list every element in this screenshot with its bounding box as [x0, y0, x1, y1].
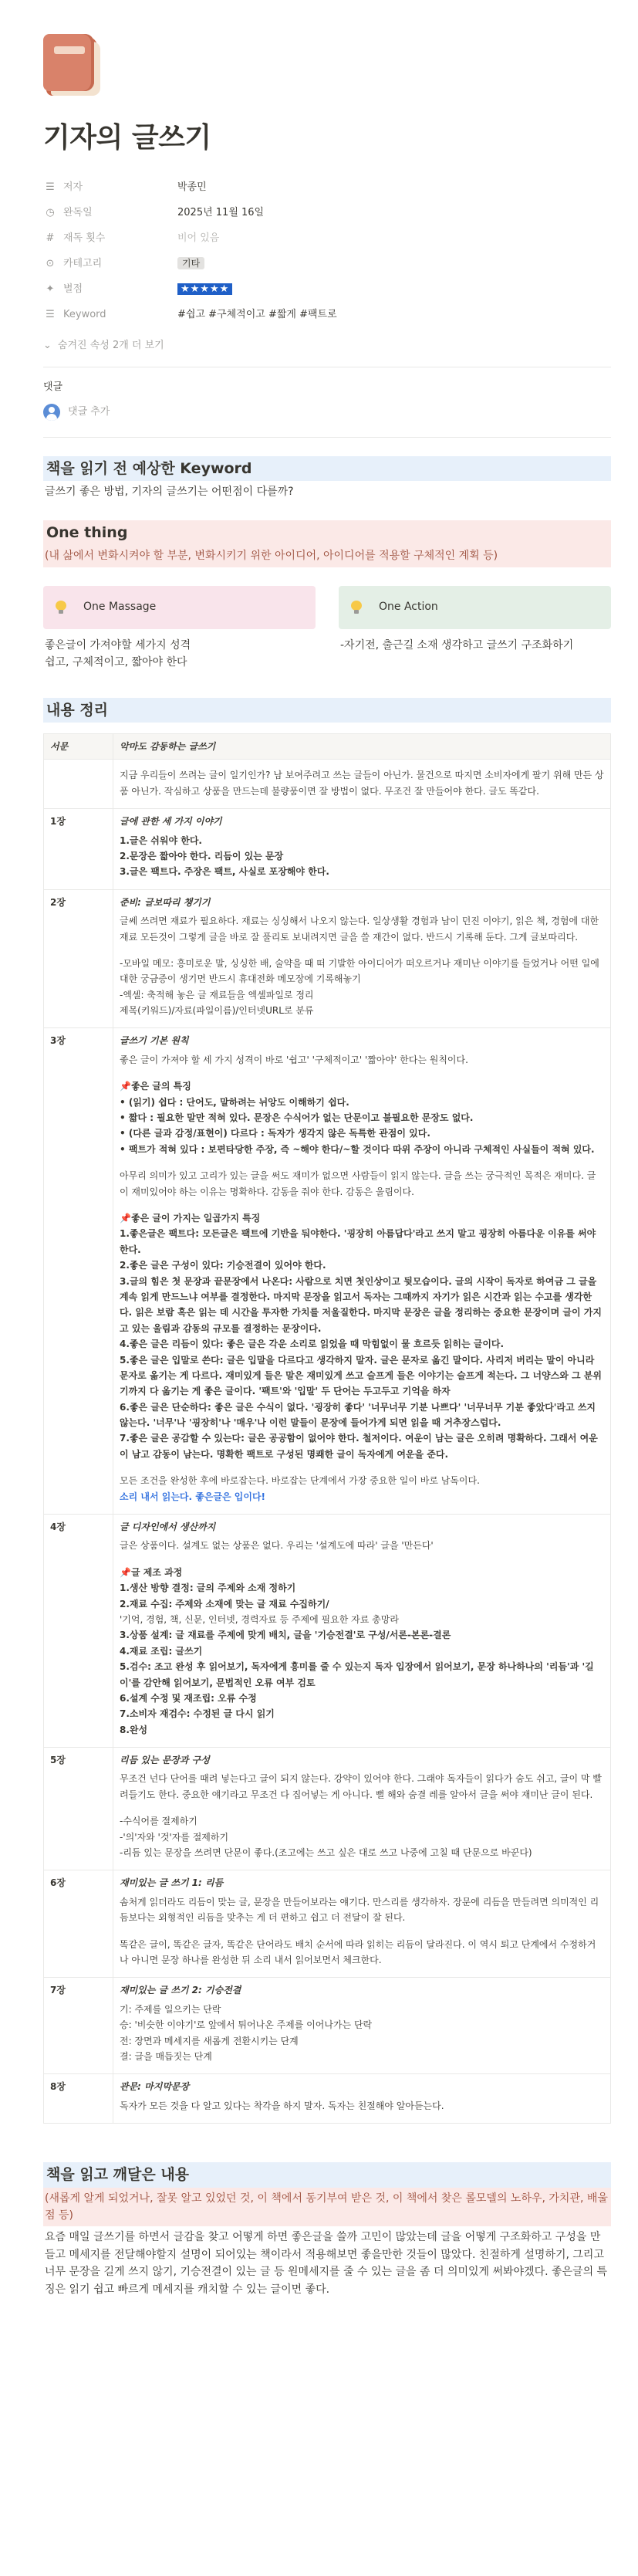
- chapter-title: 글에 관한 세 가지 이야기: [120, 816, 222, 828]
- property-text: 박종민: [177, 181, 207, 194]
- summary-heading[interactable]: 내용 정리: [43, 698, 611, 723]
- chapter-content[interactable]: [113, 1870, 611, 1978]
- property-name: [43, 282, 177, 297]
- table-row: [44, 2074, 611, 2124]
- chapter-content[interactable]: [113, 1028, 611, 1515]
- body-line: -리듬 있는 문장을 쓰려면 단문이 좋다.(조고에는 쓰고 싶은 대로 쓰고 나중에 고칠 때 단문으로 바꾼다): [120, 1847, 532, 1859]
- one-massage-line: 좋은글이 가져야할 세가지 성격: [45, 638, 191, 652]
- avatar: [43, 404, 60, 421]
- one-massage-title: One Massage: [83, 600, 157, 613]
- chapter-content[interactable]: [113, 809, 611, 890]
- body-line: 8.완성: [120, 1724, 148, 1735]
- body-line: 글은 상품이다. 설계도 없는 상품은 없다. 우리는 '설계도에 따라' 글을 '만든다': [120, 1540, 434, 1552]
- chapter-title: 글쓰기 기본 원칙: [120, 1035, 189, 1047]
- table-row: [44, 1870, 611, 1978]
- divider: [43, 437, 611, 438]
- rating-stars: ★★★★★: [177, 283, 232, 295]
- body-line: 3.상품 설계: 글 재료를 주제에 맞게 배치, 글을 '기승전결'로 구성/서론-본론-결론: [120, 1630, 451, 1641]
- table-row: [44, 1515, 611, 1748]
- add-comment-input[interactable]: [43, 401, 611, 423]
- hidden-properties-label: 숨겨진 속성 2개 더 보기: [57, 339, 164, 351]
- body-line: 좋은 글이 가져야 할 세 가지 성격이 바로 '쉽고' '구체적이고' '짧아야' 한다는 원칙이다.: [120, 1054, 468, 1065]
- body-line: -수식어를 절제하기: [120, 1816, 197, 1827]
- spacer: [120, 945, 604, 956]
- one-action-body[interactable]: [339, 637, 611, 654]
- chapter-content[interactable]: [113, 1978, 611, 2074]
- body-line: 6.설계 수정 및 재조립: 오류 수정: [120, 1692, 257, 1704]
- body-line: 5.좋은 글은 입말로 쓴다: 글은 입말을 다르다고 생각하지 말자. 글은 문자로 옮긴 말이다. 사리저 버리는 말이 아니라 문자로 옮기는 게 다르다. 재미있게 들은 말은 재미있게 쓰고 슬프게 들은 이야기는 슬프게 적는다. 그 너양스와 그 분위기까지 다 옮기는 게 좋은 글이다. '팩트'와 '입말' 두 단어는 두고두고 기억을 하자: [120, 1354, 602, 1397]
- spacer: [120, 1462, 604, 1473]
- chapter-label[interactable]: [44, 760, 113, 809]
- table-row: [44, 1978, 611, 2074]
- one-massage-callout[interactable]: [43, 586, 316, 629]
- body-line: 📌글 제조 과정: [120, 1566, 183, 1578]
- property-row[interactable]: [43, 277, 611, 303]
- spacer: [120, 1157, 604, 1168]
- chapter-content[interactable]: [113, 760, 611, 809]
- table-row: [44, 1748, 611, 1870]
- property-name: [43, 256, 177, 272]
- body-line: 2.문장은 짧아야 한다. 리듬이 있는 문장: [120, 850, 284, 861]
- body-line: 1.생산 방향 결정: 글의 주제와 소재 정하기: [120, 1582, 296, 1594]
- chapter-content[interactable]: [113, 1515, 611, 1748]
- chapter-label[interactable]: 6장: [44, 1870, 113, 1978]
- spacer: [120, 1200, 604, 1210]
- chapter-body: [120, 910, 604, 1023]
- one-action-title: One Action: [379, 600, 438, 613]
- body-line: -'의'자와 '것'자를 절제하기: [120, 1831, 229, 1843]
- keyword-text[interactable]: 글쓰기 좋은 방법, 기자의 글쓰기는 어떤점이 다를까?: [45, 486, 294, 499]
- body-line: 모든 조건을 완성한 후에 바로잡는다. 바로잡는 단계에서 가장 중요한 일이 바로 남독이다.: [120, 1475, 480, 1487]
- chapter-title: 재미있는 글 쓰기 1: 리듬: [120, 1877, 224, 1889]
- learned-subtitle[interactable]: (새롭게 알게 되었거나, 잘못 알고 있었던 것, 이 책에서 동기부여 받은 것, 이 책에서 찾은 롤모델의 노하우, 가치관, 배울 점 등): [43, 2188, 611, 2227]
- body-line: 4.좋은 글은 리듬이 있다: 좋은 글은 각운 소리로 읽었을 때 막힘없이 물 흐르듯 읽히는 글이다.: [120, 1339, 505, 1350]
- one-thing-heading[interactable]: One thing: [43, 520, 611, 546]
- chapter-body: [120, 1049, 604, 1509]
- chapter-content[interactable]: [113, 2074, 611, 2124]
- property-value[interactable]: [177, 180, 207, 195]
- property-value[interactable]: [177, 307, 337, 323]
- body-line: 승: '비슷한 이야기'로 앞에서 튀어나온 주제를 이어나가는 단락: [120, 2019, 373, 2031]
- body-line: 지금 우리들이 쓰려는 글이 일기인가? 남 보여주려고 쓰는 글들이 아닌가. 물건으로 따지면 소비자에게 팔기 위해 만든 상품 아닌가. 작심하고 상품을 만드는데 불량품이면 잘 방법이 없다. 무조건 잘 만들어야 한다. 글도 똑같다.: [120, 770, 604, 797]
- learned-text[interactable]: 요즘 매일 글쓰기를 하면서 글감을 찾고 어떻게 하면 좋은글을 쓸까 고민이 많았는데 글을 어떻게 구조화하고 구성을 만들고 메세지를 전달해야할지 설명이 되어있는 책이라서 적용해보면 좋을만한 것들이 많았다. 친절하게 설명하기, 그리고 너무 문장을 길게 쓰지 않기, 기승전결이 있는 글 등 원메세지를 줄 수 있는 글을 좀 더 의미있게 써봐야겠다. 좋은글의 특징은 읽기 쉽고 빠르게 메세지를 캐치할 수 있는 글이면 좋다.: [45, 2231, 608, 2296]
- body-line: • 팩트가 적혀 있다 : 보편타당한 주장, 즉 ~해야 한다/~할 것이다 따위 주장이 아니라 구체적인 사실들이 적혀 있다.: [120, 1143, 595, 1155]
- book-cover-front: [43, 34, 94, 91]
- chapter-body: [120, 1891, 604, 1973]
- book-label: [54, 46, 85, 54]
- chapter-title: 재미있는 글 쓰기 2: 기승전결: [120, 1985, 241, 1996]
- body-line: 제목(키워드)/자료(파일이름)/인터넷URL로 분류: [120, 1005, 314, 1017]
- show-hidden-properties-button[interactable]: [43, 334, 611, 357]
- body-line: 7.좋은 글은 공감할 수 있는다: 글은 공공함이 없어야 한다. 철저이다. 여운이 남는 글은 오히려 명확하다. 그래서 여운이 남고 감동이 남는다. 명확한 팩트로 구성된 명쾌한 글이 독자에게 여운을 준다.: [120, 1433, 598, 1460]
- property-row[interactable]: [43, 201, 611, 226]
- body-line: 3.글의 힘은 첫 문장과 끝문장에서 나온다: 사람으로 치면 첫인상이고 뒷모습이다. 글의 시작이 독자로 하여금 그 글을 계속 읽게 만드느냐 여부를 결정한다. 마지막 문장을 읽고서 독자는 그때까지 자기가 읽은 시간과 읽는 수고를 생각한다. 읽은 보람 혹은 읽는 데 시간을 투자한 가치를 저울질한다. 마지막 문장은 글을 정리하는 중요한 문장이며 글이 가지고 있는 울림과 감동의 규모를 결정하는 문장이다.: [120, 1275, 602, 1334]
- property-name: [43, 205, 177, 221]
- body-line: 1.좋은글은 팩트다: 모든글은 팩트에 기반을 둬야한다. '굉장히 아름답다'라고 쓰지 말고 굉장히 아름다운 이유를 써야 한다.: [120, 1228, 599, 1255]
- property-row[interactable]: [43, 252, 611, 277]
- one-massage-column: [43, 586, 316, 672]
- body-line: 3.글은 팩트다. 주장은 팩트, 사실로 포장해야 한다.: [120, 866, 329, 878]
- property-value[interactable]: [177, 205, 264, 221]
- keyword-heading[interactable]: 책을 읽기 전 예상한 Keyword: [43, 456, 611, 482]
- calendar-icon: ◷: [46, 207, 55, 219]
- chapter-content[interactable]: [113, 889, 611, 1028]
- summary-table: [43, 733, 611, 2124]
- spacer: [120, 1926, 604, 1937]
- chapter-label[interactable]: 1장: [44, 809, 113, 890]
- category-tag: 기타: [177, 257, 204, 269]
- body-line: 5.검수: 조고 완성 후 읽어보기, 독자에게 흥미를 줄 수 있는지 독자 입장에서 읽어보기, 문장 하나하나의 '리듬'과 '길이'를 감안해 읽어보기, 문법적인 오류 여부 검토: [120, 1661, 594, 1688]
- chapter-label[interactable]: 3장: [44, 1028, 113, 1515]
- spacer: [120, 1068, 604, 1078]
- one-action-callout[interactable]: [339, 586, 611, 629]
- add-comment-placeholder: 댓글 추가: [68, 405, 110, 418]
- body-line: • 짧다 : 필요한 말만 적혀 있다. 문장은 수식어가 없는 단문이고 불필요한 문장도 없다.: [120, 1112, 474, 1124]
- page-title[interactable]: 기자의 글쓰기: [43, 122, 211, 154]
- property-row[interactable]: [43, 303, 611, 328]
- chapter-label[interactable]: 2장: [44, 889, 113, 1028]
- one-massage-body[interactable]: [43, 637, 316, 672]
- learned-heading[interactable]: 책을 읽고 깨달은 내용: [43, 2162, 611, 2188]
- person-icon: ☰: [46, 181, 55, 194]
- table-header-row: [44, 734, 611, 760]
- chapter-title: 관문: 마지막문장: [120, 2081, 190, 2093]
- body-line: 글쎄 쓰려면 재료가 필요하다. 재료는 싱싱해서 나오지 않는다. 일상생활 경험과 남이 던진 이야기, 읽은 책, 경험에 대한 재료 모든것이 그렇게 글을 바로 잘 풀리토 보내려지면 글을 쓸 재간이 없다. 반드시 기록해 둔다. 그게 글보따리다.: [120, 916, 602, 943]
- one-action-line: -자기전, 출근길 소재 생각하고 글쓰기 구조화하기: [340, 638, 574, 652]
- body-line: 6.좋은 글은 단순하다: 좋은 글은 수식이 없다. '굉장히 좋다' '너무너무 기분 나쁘다' '너무너무 기분 좋았다'라고 쓰지 않는다. '너무'나 '굉장히'나 '매우'나 이런 말들이 문장에 들어가게 되면 읽을 때 거추장스럽다.: [120, 1401, 599, 1429]
- property-text: #쉽고 #구체적이고 #짧게 #팩트로: [177, 309, 337, 321]
- body-line: 결: 글을 매듭짓는 단계: [120, 2050, 212, 2062]
- chapter-content[interactable]: [113, 1748, 611, 1870]
- chapter-label[interactable]: 8장: [44, 2074, 113, 2124]
- tag-icon: ⊙: [46, 258, 55, 270]
- star-icon: ✦: [46, 283, 55, 296]
- body-line: '기억, 경험, 책, 신문, 인터넷, 경력자료 등 주제에 필요한 자료 총망라: [120, 1613, 399, 1625]
- empty-value: 비어 있음: [177, 232, 220, 245]
- table-row: [44, 889, 611, 1028]
- lightbulb-icon: [351, 601, 362, 614]
- table-header-cell[interactable]: 악마도 감동하는 글쓰기: [113, 734, 611, 760]
- body-line: 아무리 의미가 있고 고리가 있는 글을 써도 재미가 없으면 사람들이 읽지 않는다. 글을 쓰는 궁극적인 목적은 재미다. 글이 재미있어야 하는 이유는 명확하다. 감동을 줘야 한다. 감동은 울림이다.: [120, 1170, 596, 1197]
- body-line: -엑셀: 축적해 놓은 글 재료들을 엑셀파일로 정리: [120, 989, 314, 1000]
- property-row[interactable]: [43, 226, 611, 252]
- body-line: 7.소비자 재검수: 수정된 글 다시 읽기: [120, 1708, 275, 1720]
- property-name: [43, 231, 177, 246]
- chapter-body: [120, 1535, 604, 1742]
- body-line: 무조건 넌다 단어를 때려 넣는다고 글이 되지 않는다. 강약이 있어야 한다. 그래야 독자들이 읽다가 숨도 쉬고, 글이 막 빨려들기도 한다. 중요한 얘기라고 무조건 다 집어넣는 게 아니다. 뻘 해와 숨결 레를 알아서 글을 써야 재미난 글이 된다.: [120, 1773, 602, 1800]
- chapter-body: [120, 1999, 604, 2070]
- chevron-down-icon: ⌄: [43, 339, 52, 351]
- property-list: [43, 175, 611, 328]
- body-line: 4.재료 조립: 글쓰기: [120, 1645, 203, 1657]
- body-line: 2.재료 수집: 주제와 소재에 맞는 글 재료 수집하기/: [120, 1598, 329, 1610]
- body-line: 독자가 모든 것을 다 알고 있다는 착각을 하지 말자. 독자는 친절해야 알아듣는다.: [120, 2100, 444, 2111]
- one-thing-text[interactable]: (내 삶에서 변화시켜야 할 부분, 변화시키기 위한 아이디어, 아이디어를 적용할 구체적인 계획 등): [43, 545, 611, 567]
- body-line: 기: 주제를 일으키는 단락: [120, 2003, 221, 2015]
- property-value[interactable]: [177, 282, 232, 297]
- property-label: 재독 횟수: [63, 232, 106, 245]
- chapter-title: 리듬 있는 문장과 구성: [120, 1755, 210, 1766]
- chapter-body: [120, 764, 604, 804]
- one-action-column: [339, 586, 611, 672]
- property-name: [43, 180, 177, 195]
- property-value[interactable]: [177, 256, 204, 272]
- property-label: 별점: [63, 283, 83, 296]
- lightbulb-icon: [56, 601, 66, 614]
- property-name: [43, 307, 177, 323]
- hash-icon: #: [46, 232, 55, 245]
- chapter-label[interactable]: 7장: [44, 1978, 113, 2074]
- property-label: 저자: [63, 181, 83, 194]
- body-line: 소리 내서 읽는다. 좋은글은 입이다!: [120, 1491, 266, 1502]
- chapter-label[interactable]: 4장: [44, 1515, 113, 1748]
- table-row: [44, 1028, 611, 1515]
- chapter-label[interactable]: 5장: [44, 1748, 113, 1870]
- property-row[interactable]: [43, 175, 611, 201]
- property-label: 완독일: [63, 207, 93, 219]
- spacer: [120, 1554, 604, 1565]
- body-line: • (다른 글과 감정/표현이) 다르다 : 독자가 생각지 않은 독특한 관점이 있다.: [120, 1128, 430, 1139]
- spacer: [120, 1803, 604, 1813]
- body-line: • (읽기) 쉽다 : 단어도, 말하려는 뉘앙도 이해하기 쉽다.: [120, 1096, 349, 1108]
- one-massage-line: 쉽고, 구체적이고, 짧아야 한다: [45, 656, 187, 669]
- body-line: -모바일 메모: 흥미로운 말, 싱싱한 배, 술약을 때 떠 기발한 아이디어가 떠오르거나 재미난 이야기를 들었거나 어떤 일에 대한 궁금증이 생기면 반드시 휴대전화 메모장에 기록해놓기: [120, 957, 603, 985]
- chapter-body: [120, 830, 604, 885]
- property-label: Keyword: [63, 309, 106, 321]
- body-line: 솜처게 읽더라도 리듬이 맞는 글, 문장을 만들어보라는 얘기다. 만스리를 생각하자. 장문에 리듬을 만들려면 의미적인 리듬보다는 외형적인 리듬을 맞추는 게 더 편하고 쉽고 더 전달이 잘 된다.: [120, 1896, 599, 1924]
- body-line: 1.글은 쉬워야 한다.: [120, 834, 202, 846]
- list-icon: ☰: [46, 309, 55, 321]
- table-header-cell[interactable]: 서문: [44, 734, 113, 760]
- body-line: 전: 장면과 메세지를 새롭게 전환시키는 단계: [120, 2035, 299, 2046]
- comments-label: 댓글: [43, 381, 63, 393]
- chapter-body: [120, 2095, 604, 2118]
- page-content: [43, 34, 611, 2300]
- property-text: 2025년 11월 16일: [177, 207, 265, 219]
- property-label: 카테고리: [63, 258, 103, 270]
- table-row: [44, 809, 611, 890]
- table-row: [44, 760, 611, 809]
- book-icon[interactable]: [43, 34, 106, 97]
- property-value[interactable]: [177, 231, 219, 246]
- chapter-body: [120, 1768, 604, 1865]
- body-line: 📌좋은 글이 가지는 일곱가지 특징: [120, 1212, 261, 1224]
- chapter-title: 준비: 글보따리 챙기기: [120, 896, 211, 908]
- body-line: 2.좋은 글은 구성이 있다: 기승전결이 있어야 한다.: [120, 1260, 326, 1271]
- callout-columns: [43, 586, 611, 672]
- body-line: 📌좋은 글의 특징: [120, 1081, 191, 1092]
- body-line: 똑같은 글이, 똑같은 글자, 똑같은 단어라도 배치 순서에 따라 읽히는 리듬이 달라진다. 이 역시 퇴고 단계에서 수정하거나 아니면 문장 하나를 완성한 뒤 소리 내서 읽어보면서 체크한다.: [120, 1938, 596, 1965]
- chapter-title: 글 디자인에서 생산까지: [120, 1522, 216, 1533]
